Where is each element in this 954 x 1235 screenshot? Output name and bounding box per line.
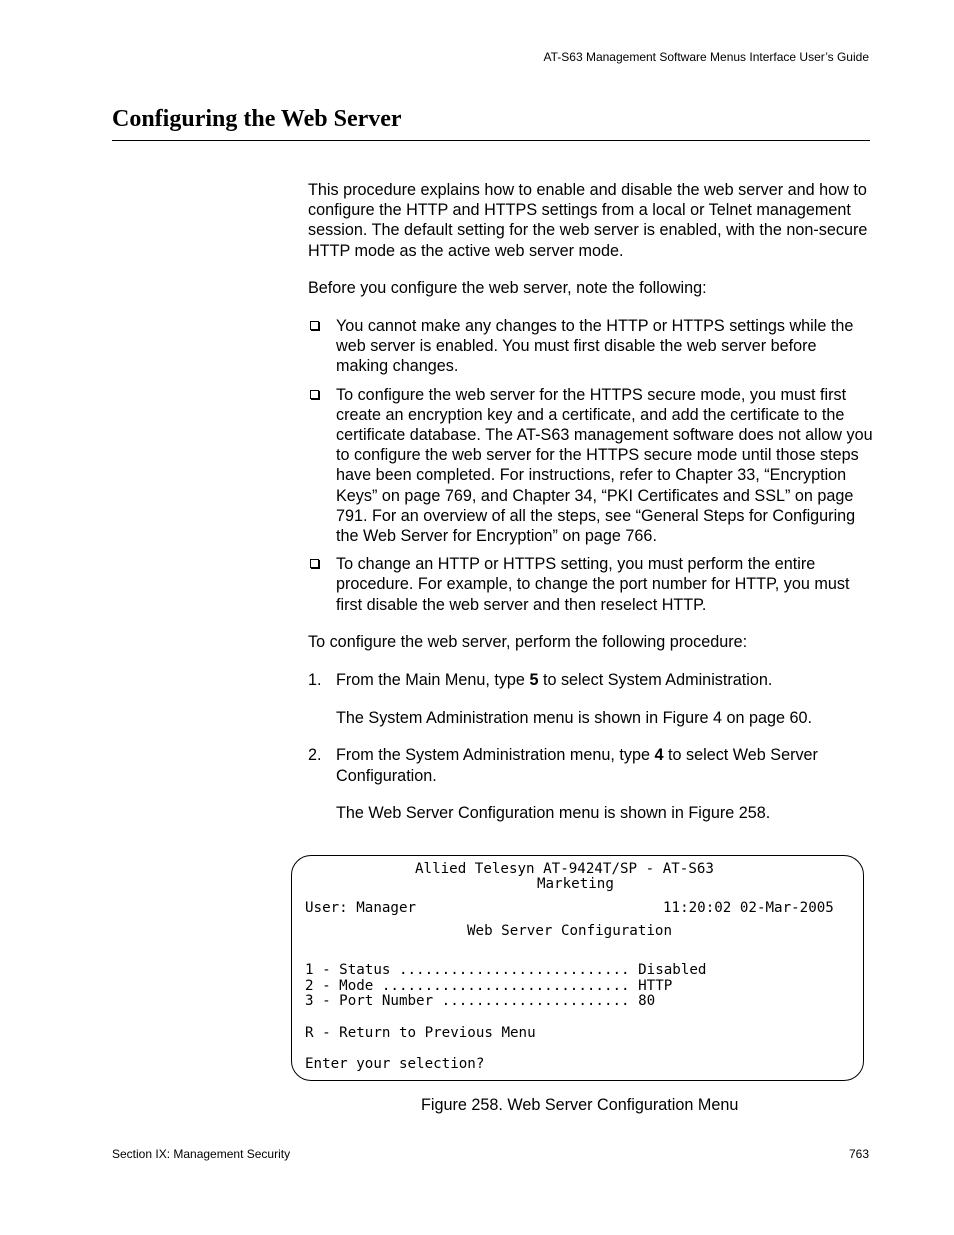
running-header: AT-S63 Management Software Menus Interface User’s Guide (543, 50, 869, 64)
step-text (336, 670, 873, 690)
bullet-text: To configure the web server for the HTTPS secure mode, you must first create an encryption key and a certificate, and add the certificate to the certificate database. The AT-S63 management software does not allow you to configure the web server for the HTTPS secure mode until those steps have been completed. For instructions, refer to Chapter 33, “Encryption Keys” on page 769, and Chapter 34, “PKI Certificates and SSL” on page 791. For an overview of all the steps, see “General Steps for Configuring the Web Server for Encryption” on page 766. (336, 385, 873, 546)
terminal-menu-title: Web Server Configuration (467, 923, 672, 939)
step-number: 2. (308, 746, 322, 765)
step-text-pre: From the System Administration menu, type (336, 746, 655, 765)
bullet-text: To change an HTTP or HTTPS setting, you must perform the entire procedure. For example, to change the port number for HTTP, you must first disable the web server and then reselect HTTP. (336, 555, 850, 614)
checkbox-bullet-icon (310, 559, 319, 568)
step-text (336, 745, 873, 785)
step-key: 4 (654, 746, 664, 765)
checkbox-bullet-icon (310, 321, 319, 330)
footer-section: Section IX: Management Security (112, 1147, 291, 1161)
terminal-user: User: Manager (305, 900, 417, 916)
terminal-location: Marketing (537, 876, 614, 892)
menu-option-status: 1 - Status ........................... Disabled (305, 962, 707, 978)
step-item (308, 670, 873, 690)
procedure-intro: To configure the web server, perform the following procedure: (308, 633, 748, 652)
step-note: The System Administration menu is shown in Figure 4 on page 60. (336, 708, 812, 727)
step-number: 1. (308, 671, 322, 690)
before-note: Before you configure the web server, note the following: (308, 279, 707, 298)
bullet-item (308, 554, 873, 615)
figure-caption: Figure 258. Web Server Configuration Menu (421, 1096, 739, 1114)
step-text-post: to select Web Server Configuration. (336, 746, 818, 785)
body-text (308, 180, 873, 824)
title-divider (112, 140, 870, 141)
menu-option-port: 3 - Port Number ...................... 80 (305, 993, 656, 1009)
step-item (308, 745, 873, 785)
terminal-prompt: Enter your selection? (305, 1056, 485, 1072)
terminal-banner: Allied Telesyn AT-9424T/SP - AT-S63 (415, 861, 714, 877)
step-text-pre: From the Main Menu, type (336, 671, 530, 690)
intro-paragraph: This procedure explains how to enable and disable the web server and how to configure the HTTP and HTTPS settings from a local or Telnet management session. The default setting for the web server is enabled, with the non-secure HTTP mode as the active web server mode. (308, 181, 868, 260)
bullet-text: You cannot make any changes to the HTTP or HTTPS settings while the web server is enabled. You must first disable the web server before making changes. (336, 317, 854, 376)
step-text-post: to select System Administration. (538, 671, 773, 690)
terminal-screen (291, 855, 864, 1081)
menu-option-return: R - Return to Previous Menu (305, 1025, 536, 1041)
step-key: 5 (529, 671, 539, 690)
menu-option-mode: 2 - Mode ............................. HTTP (305, 978, 673, 994)
bullet-item (308, 385, 873, 547)
bullet-item (308, 316, 873, 377)
step-note: The Web Server Configuration menu is shown in Figure 258. (336, 804, 771, 823)
terminal-datetime: 11:20:02 02-Mar-2005 (663, 900, 834, 916)
checkbox-bullet-icon (310, 390, 319, 399)
footer-page-number: 763 (848, 1147, 869, 1161)
section-title: Configuring the Web Server (112, 106, 402, 132)
